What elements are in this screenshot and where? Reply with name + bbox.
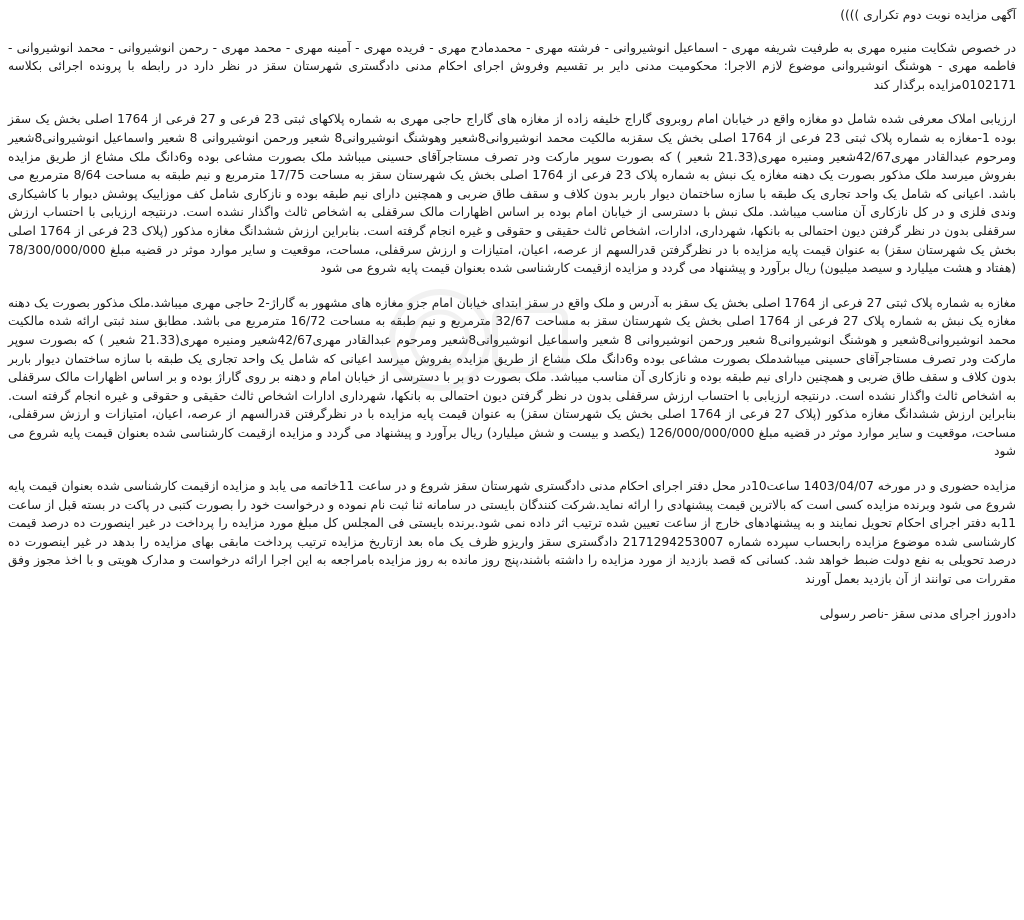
- property-1-paragraph: ارزیابی املاک معرفی شده شامل دو مغازه واقع در خیابان امام روبروی گاراج خلیفه زاده از مغازه های گاراج حاجی مهری به شماره پلاکهای ثبتی 23 فرعی و 27 فرعی از 1764 اصلی بخش یک سقز بوده 1-مغازه به شماره پلاک ثبتی 23 فرعی از 1764 اصلی بخش یک سقزبه مالکیت محمد انوشیروانی8شعیر وهوشنگ انوشیروانی8 شعیر ورحمن انوشیروانی 8 شعیر واسماعیل انوشیروانی8شعیر ومرحوم عبدالقادر مهری42/67شعیر ومنیره مهری(21.33 شعیر ) که بصورت سوپر مارکت ودر تصرف مستاجرآقای حسینی میباشد ملک بصورت مشاعی بوده و6دانگ ملک مشاع از طریق مزایده بفروش میرسد ملک مذکور بصورت یک دهنه مغازه یک نبش به شماره پلاک 23 فرعی از 1764 اصلی بخش یک شهرستان سقز به مساحت 17/75 مترمربع و نیم طبقه به مساحت 8/64 مترمربع می باشد. اعیانی که شامل یک واحد تجاری یک طبقه با سازه ساختمان دیوار باربر بدون کلاف و سقف طاق ضربی و همچنین دارای نیم طبقه بوده و نازکاری شامل کف موزاییک پوشش دیوار با کاشیکاری وندی فلزی و در کل نازکاری آن مناسب میباشد. ملک نبش با دسترسی از خیابان امام بوده بر اساس اظهارات مالک سرقفلی به اشخاص ثالث واگذار نشده است. درنتیجه ارزیابی با احتساب ارزش سرقفلی بدون در نظر گرفتن دیون احتمالی به بانکها، شهرداری، ادارات، اشخاص ثالث حقیقی و حقوقی و غیره انجام گرفته است. بنابراین ارزش ششدانگ مغازه مذکور (پلاک 23 فرعی از 1764 اصلی بخش یک شهرستان سقز) به عنوان قیمت پایه مزایده با در نظرگرفتن قدرالسهم از عرصه، اعیان، امتیازات و ارزش سرقفلی، مساحت، موقعیت و سایر موارد موثر در قضیه مبلغ 78/300/000/000 (هفتاد و هشت میلیارد و سیصد میلیون) ریال برآورد و پیشنهاد می گردد و مزایده ازقیمت کارشناسی شده بعنوان قیمت پایه شروع می شود: [8, 112, 1017, 276]
- auction-conditions-paragraph: مزایده حضوری و در مورخه 1403/04/07 ساعت10در محل دفتر اجرای احکام مدنی دادگستری شهرستان سقز شروع و در ساعت 11خاتمه می یابد و مزایده ازقیمت کارشناسی شده بعنوان قیمت پایه شروع می شود وبرنده مزایده کسی است که بالاترین قیمت پیشنهادی را ارائه نماید.شرکت کنندگان بایستی در سامانه ثنا ثبت نام نموده و درخواست خود را بصورت کتبی در پاکت در بسته قبل از ساعت 11به دفتر اجرای احکام تحویل نمایند و به پیشنهادهای خارج از ساعت تعیین شده ترتیب اثر داده نمی شود.برنده بایستی فی المجلس کل مبلغ مورد مزایده را پرداخت در غیر اینصورت ده درصد قیمت کارشناسی شده موضوع مزایده رابحساب سپرده شماره 2171294253007 دادگستری سقز واریزو ظرف یک ماه بعد ازتاریخ مزایده ترتیب پرداخت مابقی بهای مزایده را بدهد در غیر اینصورت ده درصد تحویلی به نفع دولت ضبط خواهد شد. کسانی که قصد بازدید از مورد مزایده را داشته باشند،پنج روز مانده به روز مزایده بامراجعه به این اجرا ارائه درخواست و مدارک هویتی و با اخذ مجوز وفق مقررات می توانند از آن بازدید بعمل آورند: [8, 479, 1017, 587]
- property-2-paragraph: مغازه به شماره پلاک ثبتی 27 فرعی از 1764 اصلی بخش یک سقز به آدرس و ملک واقع در سقز ابتدای خیابان امام جزو مغازه های مشهور به گاراژ-2 حاجی مهری میباشد.ملک مذکور بصورت یک دهنه مغازه یک نبش به شماره پلاک 27 فرعی از 1764 اصلی بخش یک شهرستان سقز به مساحت 32/67 مترمربع و نیم طبقه به مساحت 16/72 مترمربع می باشد. مطابق سند ثبتی ارائه شده مالکیت محمد انوشیروانی8شعیر و هوشنگ انوشیروانی8 شعیر ورحمن انوشیروانی 8 شعیر واسماعیل انوشیروانی8شعیر ومرحوم عبدالقادر مهری42/67شعیر ومنیره مهری(21.33 شعیر ) که بصورت سوپر مارکت ودر تصرف مستاجرآقای حسینی میباشدملک بصورت مشاعی بوده و6دانگ ملک مشاع از طریق مزایده بفروش میرسد اعیانی که شامل یک واحد تجاری یک طبقه با سازه ساختمان دیوار باربر بدون کلاف و سقف طاق ضربی و همچنین دارای نیم طبقه بوده و نازکاری آن مناسب میباشد. ملک بصورت دو بر با دسترسی از خیابان امام و دهنه بر روی گاراژ بوده و بر اساس اظهارات مالک سرقفلی به اشخاص ثالث واگذار نشده است. درنتیجه ارزیابی با احتساب ارزش سرقفلی بدون در نظر گرفتن دیون احتمالی به بانکها، شهرداری ادارات اشخاص ثالث حقیقی و حقوقی و غیره انجام گرفته است. بنابراین ارزش ششدانگ مغازه مذکور (پلاک 27 فرعی از 1764 اصلی بخش یک شهرستان سقز) به عنوان قیمت پایه مزایده با در نظرگرفتن قدرالسهم از عرصه، اعیان، امتیازات و ارزش سرقفلی، مساحت، موقعیت و سایر موارد موثر در قضیه مبلغ 126/000/000/000 (یکصد و بیست و شش میلیارد) ریال برآورد و پیشنهاد می گردد و مزایده ازقیمت کارشناسی شده بعنوان قیمت پایه شروع می شود: [8, 295, 1017, 459]
- notice-title: آگهی مزایده نوبت دوم تکراری )))): [840, 8, 1016, 22]
- signature-line: دادورز اجرای مدنی سقز -ناصر رسولی: [819, 606, 1016, 621]
- notice-intro-paragraph: در خصوص شکایت منیره مهری به طرفیت شریفه مهری - اسماعیل انوشیروانی - فرشته مهری - محمدمادح مهری - فریده مهری - آمینه مهری - محمد مهری - رحمن انوشیروانی - محمد انوشیروانی - فاطمه مهری - هوشنگ انوشیروانی موضوع لازم الاجرا: محکومیت مدنی دایر بر تقسیم وفروش اجرای احکام مدنی دادگستری شهرستان سقز در نظر دارد در رابطه با پرونده اجرائی بکلاسه 0102171مزایده برگذار کند: [8, 40, 1016, 92]
